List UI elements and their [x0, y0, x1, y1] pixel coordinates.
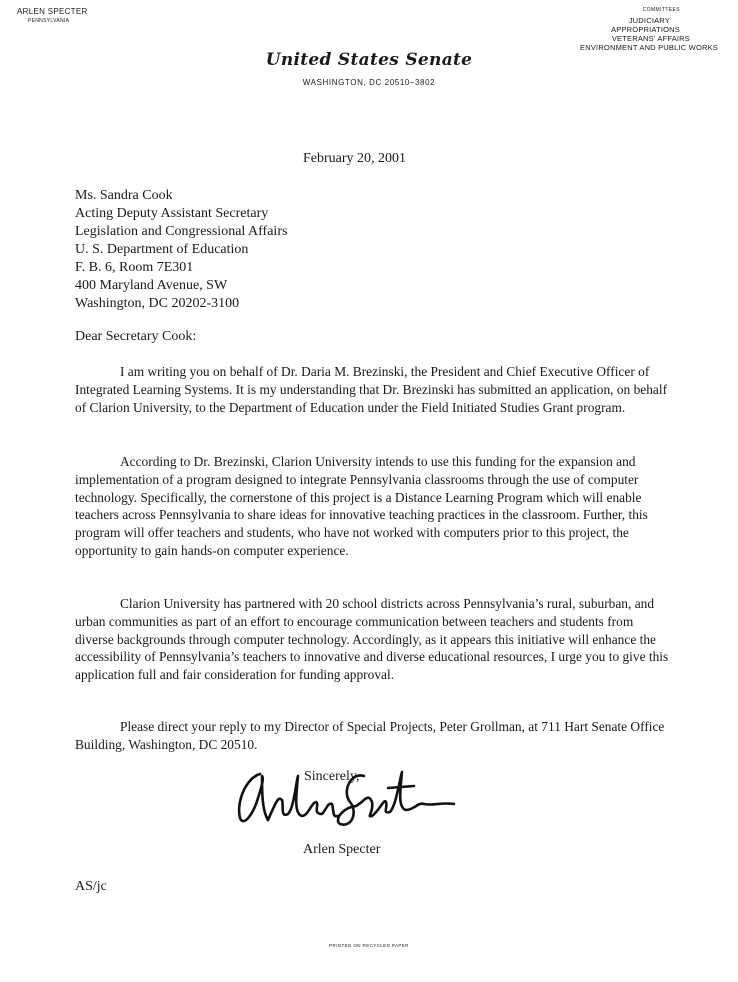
footer-note: PRINTED ON RECYCLED PAPER [329, 943, 409, 948]
recipient-line: Legislation and Congressional Affairs [75, 224, 288, 239]
committees-list [518, 7, 718, 52]
recipient-line: Ms. Sandra Cook [75, 188, 173, 203]
body-paragraph: Clarion University has partnered with 20 school districts across Pennsylvania’s rural, suburban, and urban communities as part of an effort to encourage communication between teachers and students from diverse backgrounds through computer technology. Accordingly, as it appears this initiative will enhance the accessibility of Pennsylvania’s teachers to innovative and diverse educational resources, I urge you to give this application full and fair consideration for funding approval. [75, 596, 669, 683]
recipient-line: F. B. 6, Room 7E301 [75, 260, 194, 275]
committee-item: APPROPRIATIONS [611, 25, 680, 34]
letter-date: February 20, 2001 [303, 151, 407, 166]
recipient-line: Acting Deputy Assistant Secretary [75, 206, 269, 221]
sender-name: ARLEN SPECTER [17, 7, 88, 16]
closing: Sincerely, [304, 769, 360, 784]
recipient-line: 400 Maryland Avenue, SW [75, 278, 228, 293]
senate-title: United States Senate [265, 50, 473, 70]
senate-address: WASHINGTON, DC 20510–3802 [302, 78, 436, 87]
typist-initials: AS/jc [75, 879, 107, 894]
signer-name: Arlen Specter [303, 842, 381, 857]
committees-label: COMMITTEES [642, 7, 680, 13]
body-paragraph: I am writing you on behalf of Dr. Daria M. Brezinski, the President and Chief Executive Officer of Integrated Learning Systems. It is my understanding that Dr. Brezinski has submitted an application, on behalf of Clarion University, to the Department of Education under the Field Initiated Studies Grant program. [75, 364, 668, 415]
committee-item: VETERANS' AFFAIRS [611, 34, 690, 43]
recipient-line: Washington, DC 20202-3100 [75, 296, 240, 311]
salutation: Dear Secretary Cook: [75, 329, 197, 344]
committee-item: ENVIRONMENT AND PUBLIC WORKS [580, 43, 718, 52]
body-paragraph: Please direct your reply to my Director of Special Projects, Peter Grollman, at 711 Hart Senate Office Building, Washington, DC 20510. [75, 719, 665, 752]
recipient-line: U. S. Department of Education [75, 242, 249, 257]
handwritten-signature [232, 762, 462, 834]
sender-state: PENNSYLVANIA [28, 18, 70, 24]
body-paragraph: According to Dr. Brezinski, Clarion University intends to use this funding for the expansion and implementation of a program designed to integrate Pennsylvania classrooms through the use of computer technology. Specifically, the cornerstone of this project is a Distance Learning Program which will enable teachers across Pennsylvania to share ideas for innovative teaching practices in the classroom. Further, this program will offer teachers and students, who have not worked with computers prior to this project, the opportunity to gain hands-on computer experience. [75, 454, 648, 558]
recipient-address [75, 187, 287, 313]
committee-item: JUDICIARY [628, 16, 670, 25]
